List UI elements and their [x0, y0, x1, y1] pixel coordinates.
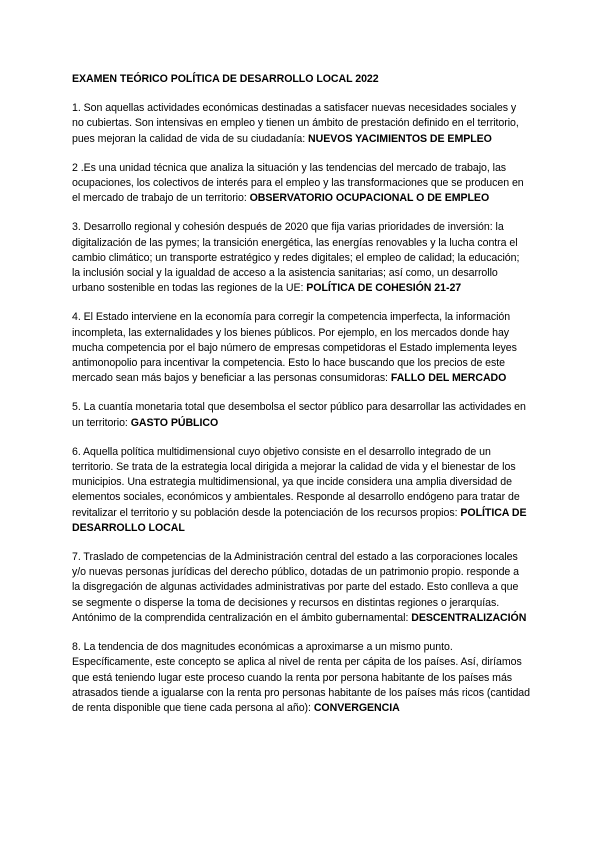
- question-answer: NUEVOS YACIMIENTOS DE EMPLEO: [308, 132, 492, 145]
- question-text: 3. Desarrollo regional y cohesión después de 2020 que fija varias prioridades de inversión: la digitalización de las pymes; la transición energética, las energías renovables y la lucha contra el cambio climático; un transporte estratégico y redes digitales; el empleo de calidad; la educación; la inclusión social y la igualdad de acceso a la asistencia sanitarias; así como, un desarrollo urbano sostenible en todas las regiones de la UE:: [72, 221, 520, 295]
- question-2: [72, 161, 530, 207]
- document-content: [72, 72, 530, 730]
- question-8: [72, 640, 530, 716]
- question-answer: POLÍTICA DE COHESIÓN 21-27: [306, 282, 462, 295]
- question-text: 6. Aquella política multidimensional cuyo objetivo consiste en el desarrollo integrado de un territorio. Se trata de la estrategia local dirigida a mejorar la calidad de vida y el bienestar de los municipios. Una estrategia multidimensional, ya que incide considera una amplia diversidad de elementos sociales, económicos y ambientales. Responde al desarrollo endógeno para tratar de revitalizar el territorio y su población desde la potenciación de los recursos propios:: [72, 445, 520, 519]
- question-6: [72, 445, 530, 536]
- question-1: [72, 101, 530, 147]
- question-answer: POLÍTICA DE DESARROLLO LOCAL: [72, 506, 527, 534]
- question-answer: DESCENTRALIZACIÓN: [411, 611, 527, 624]
- document-title: EXAMEN TEÓRICO POLÍTICA DE DESARROLLO LOCAL 2022: [72, 73, 379, 85]
- question-text: 2 .Es una unidad técnica que analiza la situación y las tendencias del mercado de trabajo, las ocupaciones, los colectivos de interés para el empleo y las transformaciones que se producen en el mercado de trabajo de un territorio:: [72, 161, 524, 205]
- question-answer: FALLO DEL MERCADO: [390, 372, 507, 385]
- question-text: 5. La cuantía monetaria total que desembolsa el sector público para desarrollar las actividades en un territorio:: [72, 401, 526, 429]
- question-text: 7. Traslado de competencias de la Administración central del estado a las corporaciones locales y/o nuevas personas jurídicas del derecho público, dotadas de un patrimonio propio. responde a la disgregación de algunas actividades administrativas por parte del estado. Esto conlleva a que se segmente o disperse la toma de decisiones y recursos en distintas regiones o jerarquías. Antónimo de la comprendida centralización en el ámbito gubernamental:: [72, 551, 520, 624]
- question-text: 8. La tendencia de dos magnitudes económicas a aproximarse a un mismo punto. Específicamente, este concepto se aplica al nivel de renta per cápita de los países. Así, diríamos que está teniendo lugar este proceso cuando la renta por persona habitante de los países más atrasados tiende a igualarse con la renta pro personas habitante de los países más ricos (cantidad de renta disponible que tiene cada persona al año):: [72, 641, 530, 714]
- question-7: [72, 550, 530, 626]
- question-answer: GASTO PÚBLICO: [130, 416, 219, 429]
- question-answer: CONVERGENCIA: [313, 701, 400, 714]
- question-3: [72, 220, 530, 296]
- question-answer: OBSERVATORIO OCUPACIONAL O DE EMPLEO: [249, 192, 490, 205]
- question-4: [72, 310, 530, 386]
- question-5: [72, 400, 530, 430]
- question-text: 4. El Estado interviene en la economía para corregir la competencia imperfecta, la información incompleta, las externalidades y los bienes públicos. Por ejemplo, en los mercados donde hay mucha competencia por el bajo número de empresas competidoras el Estado implementa leyes antimonopolio para incentivar la competencia. Esto lo hace buscando que los precios de este mercado sean más bajos y beneficiar a las personas consumidoras:: [72, 311, 517, 385]
- question-text: 1. Son aquellas actividades económicas destinadas a satisfacer nuevas necesidades sociales y no cubiertas. Son intensivas en empleo y tienen un ámbito de prestación definido en el territorio, pues mejoran la calidad de vida de su ciudadanía:: [72, 102, 519, 145]
